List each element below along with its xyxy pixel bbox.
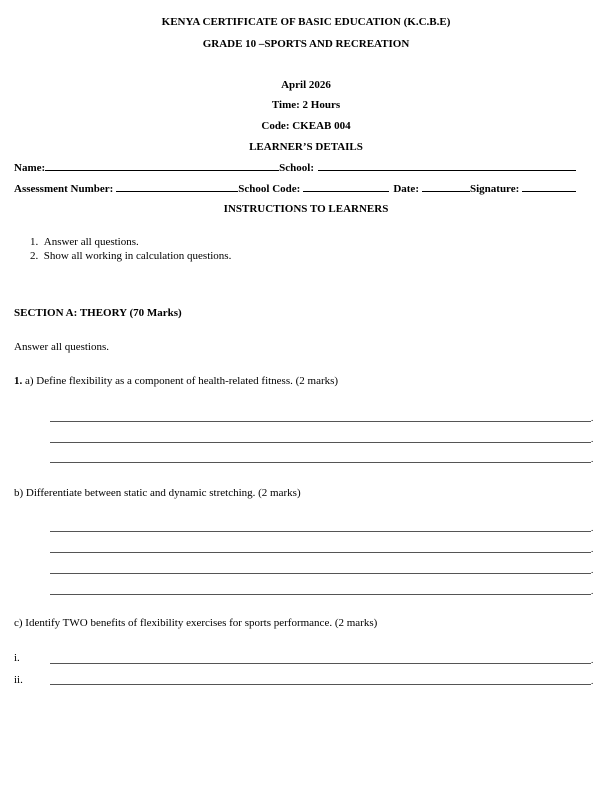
line-end-dot: . xyxy=(591,676,594,686)
exam-title: KENYA CERTIFICATE OF BASIC EDUCATION (K.C.B.E) xyxy=(161,16,451,28)
answer-line[interactable] xyxy=(50,573,591,574)
signature-field[interactable] xyxy=(522,181,576,192)
line-end-dot: . xyxy=(591,544,594,554)
instructions-heading: INSTRUCTIONS TO LEARNERS xyxy=(223,203,389,215)
answer-line-i[interactable] xyxy=(50,663,591,664)
date-label: Date: xyxy=(393,183,419,195)
question-number: 1. xyxy=(14,375,23,387)
assessment-field[interactable] xyxy=(116,181,238,192)
instruction-text: Show all working in calculation questions. xyxy=(43,250,232,262)
exam-code: Code: CKEAB 004 xyxy=(261,120,351,132)
question-1c: c) Identify TWO benefits of flexibility exercises for sports performance. (2 marks) xyxy=(14,617,378,629)
line-end-dot: . xyxy=(591,655,594,665)
name-field[interactable] xyxy=(45,160,279,171)
instruction-item xyxy=(30,250,231,262)
answer-line[interactable] xyxy=(50,531,591,532)
date-field[interactable] xyxy=(422,181,470,192)
line-end-dot: . xyxy=(591,434,594,444)
line-end-dot: . xyxy=(591,523,594,533)
question-1a xyxy=(14,374,338,388)
assessment-label: Assessment Number: xyxy=(14,183,114,195)
answer-label-ii: ii. xyxy=(14,674,23,686)
name-school-row xyxy=(14,160,594,175)
exam-date: April 2026 xyxy=(281,79,331,91)
answer-line[interactable] xyxy=(50,462,591,463)
line-end-dot: . xyxy=(591,565,594,575)
instruction-item xyxy=(30,236,139,248)
answer-line[interactable] xyxy=(50,594,591,595)
answer-line-ii[interactable] xyxy=(50,684,591,685)
section-a-note: Answer all questions. xyxy=(14,341,110,353)
learner-details-heading: LEARNER’S DETAILS xyxy=(249,141,363,153)
question-1a-text: a) Define flexibility as a component of health-related fitness. (2 marks) xyxy=(25,375,339,387)
exam-subtitle: GRADE 10 –SPORTS AND RECREATION xyxy=(202,38,410,50)
line-end-dot: . xyxy=(591,454,594,464)
answer-label-i: i. xyxy=(14,652,20,664)
school-label: School: xyxy=(279,162,314,174)
exam-time: Time: 2 Hours xyxy=(271,99,341,111)
instruction-number: 2. xyxy=(30,250,39,262)
answer-line[interactable] xyxy=(50,552,591,553)
school-code-label: School Code: xyxy=(238,183,301,195)
answer-line[interactable] xyxy=(50,421,591,422)
assessment-row xyxy=(14,181,594,196)
question-1b: b) Differentiate between static and dynamic stretching. (2 marks) xyxy=(14,487,301,499)
line-end-dot: . xyxy=(591,586,594,596)
signature-label: Signature: xyxy=(469,183,520,195)
school-field[interactable] xyxy=(318,160,576,171)
school-code-field[interactable] xyxy=(303,181,389,192)
line-end-dot: . xyxy=(591,413,594,423)
name-label: Name: xyxy=(14,162,46,174)
section-a-heading: SECTION A: THEORY (70 Marks) xyxy=(14,307,182,319)
instruction-text: Answer all questions. xyxy=(43,236,139,248)
answer-line[interactable] xyxy=(50,442,591,443)
instruction-number: 1. xyxy=(30,236,39,248)
